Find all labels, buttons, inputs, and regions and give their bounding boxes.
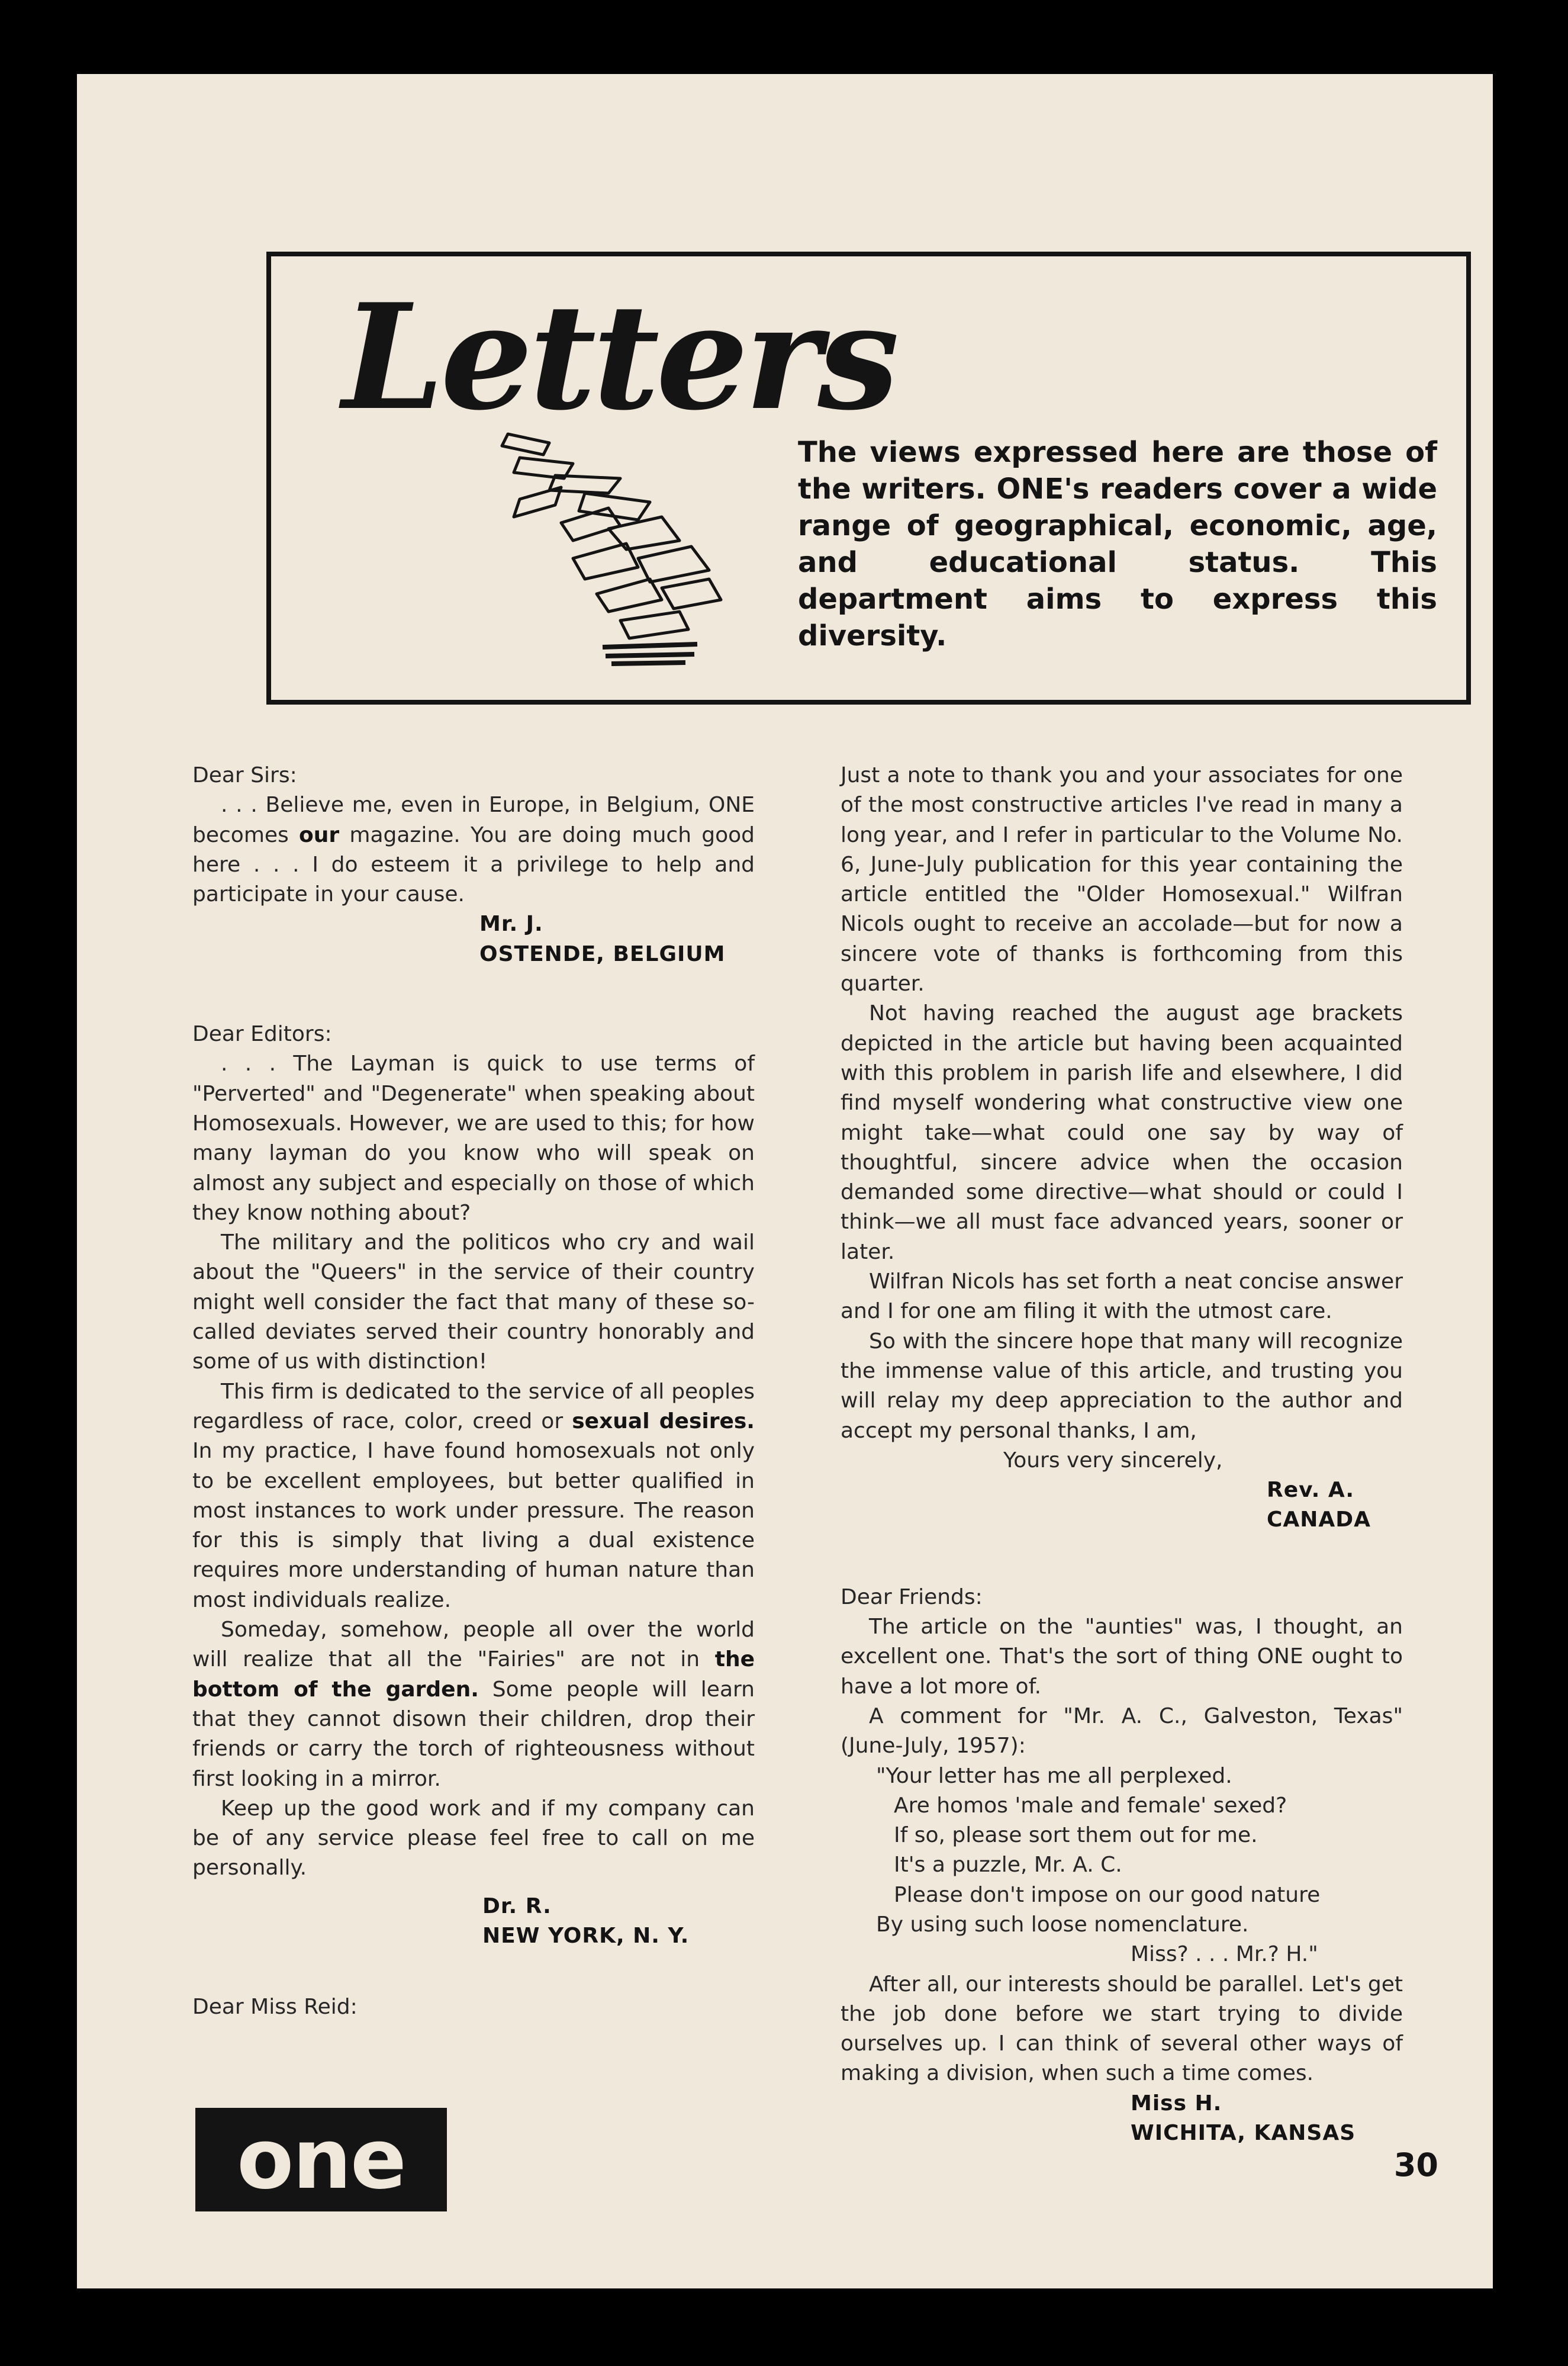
letter-3-continued [841,761,1403,1535]
letter-2 [192,1020,755,1951]
letter-paragraph: So with the sincere hope that many will recognize the immense value of this article, and trusting you will relay my deep appreciation to the author and accept my personal thanks, I am, [841,1329,1403,1443]
signature-name: Rev. A. [1267,1478,1355,1503]
text-run: magazine. You are doing much good here . . . I do esteem it a privilege to help and participate in your cause. [192,822,755,907]
department-note: The views expressed here are those of the writers. ONE's readers cover a wide range of geographical, economic, age, and educational status. This department aims to express this diversity. [798,436,1437,652]
right-column [841,761,1403,2148]
letter-paragraph [192,1615,755,1794]
signature-place: WICHITA, KANSAS [1131,2121,1356,2146]
letter-paragraph: The military and the politicos who cry and wail about the "Queers" in the service of their country might well consider the fact that many of these so-called deviates served their country honorably and some of us with distinction! [192,1230,755,1374]
letter-salutation: Dear Sirs: [192,763,297,787]
signature-name: Miss H. [1131,2091,1222,2116]
letter-paragraph: . . . The Layman is quick to use terms of "Perverted" and "Degenerate" when speaking about Homosexuals. However, we are used to this; for how many layman do you know who will speak on almost any subject and especially on those of which they know nothing about? [192,1052,755,1225]
letter-salutation: Dear Miss Reid: [192,1995,358,2020]
letter-paragraph [192,790,755,909]
signature-place: OSTENDE, BELGIUM [479,941,726,966]
signature-place: NEW YORK, N. Y. [482,1923,690,1948]
poem-line: "Your letter has me all perplexed. [876,1763,1232,1788]
poem-signature: Miss? . . . Mr.? H." [1131,1942,1318,1967]
text-run: In my practice, I have found homosexuals not only to be excellent employees, but better qualified in most instances to work under pressure. The reason for this is simply that living a dual existence requires more understanding of human nature than most individuals realize. [192,1439,755,1612]
text-run: Some people will learn that they cannot disown their children, drop their friends or carry the torch of righteousness without first looking in a mirror. [192,1677,755,1791]
text-run: . . . Believe me, even in Europe, in Belgium, ONE becomes [192,793,755,847]
signature-place: CANADA [1267,1507,1371,1532]
poem-line: Are homos 'male and female' sexed? [894,1793,1287,1818]
letter-paragraph: Wilfran Nicols has set forth a neat concise answer and I for one am filing it with the utmost care. [841,1269,1403,1324]
letter-3 [192,1992,755,2022]
letter-salutation: Dear Editors: [192,1022,332,1047]
letter-paragraph: Not having reached the august age brackets depicted in the article but having been acquainted with this problem in parish life and elsewhere, I did find myself wondering what constructive view one might take—what could one say by way of thoughtful, sincere advice when the occasion demanded some directive—what should or could I think—we all must face advanced years, sooner or later. [841,1001,1403,1264]
signature-name: Dr. R. [482,1894,552,1918]
letter-paragraph: After all, our interests should be parallel. Let's get the job done before we start trying to divide ourselves up. I can think of several other ways of making a division, when such a time comes. [841,1972,1403,2086]
poem-line: By using such loose nomenclature. [876,1912,1249,1937]
bold-text: the bottom of the garden. [192,1647,755,1702]
letter-paragraph: A comment for "Mr. A. C., Galveston, Texas" (June-July, 1957): [841,1703,1403,1759]
text-run: This firm is dedicated to the service of all peoples regardless of race, color, creed or [192,1379,755,1433]
poem-line: It's a puzzle, Mr. A. C. [894,1853,1122,1878]
letters-header-box [266,252,1471,705]
letter-closing: Yours very sincerely, [1003,1448,1223,1473]
letters-title: Letters [342,272,896,442]
letter-paragraph: Just a note to thank you and your associates for one of the most constructive articles I've read in many a long year, and I refer in particular to the Volume No. 6, June-July publication for this year containing the article entitled the "Older Homosexual." Wilfran Nicols ought to receive an accolade—but for now a sincere vote of thanks is forthcoming from this quarter. [841,763,1403,996]
magazine-page [77,74,1493,2288]
one-magazine-logo: one [195,2108,447,2211]
poem-line: If so, please sort them out for me. [894,1823,1258,1848]
letter-salutation: Dear Friends: [841,1584,983,1609]
letter-paragraph: Keep up the good work and if my company can be of any service please feel free to call on me personally. [192,1796,755,1880]
text-run: Someday, somehow, people all over the world will realize that all the "Fairies" are not in [192,1618,755,1672]
letter-paragraph: The article on the "aunties" was, I thought, an excellent one. That's the sort of thing ONE ought to have a lot more of. [841,1615,1403,1699]
left-column [192,761,755,2023]
bold-text: our [299,822,340,847]
letter-paragraph [192,1377,755,1615]
page-number: 30 [1393,2146,1438,2184]
letter-1 [192,761,755,969]
bold-text: sexual desires. [572,1409,755,1433]
poem-line: Please don't impose on our good nature [894,1882,1321,1907]
flying-letters-illustration [484,422,780,671]
signature-name: Mr. J. [479,912,543,937]
letter-4 [841,1583,1403,2149]
